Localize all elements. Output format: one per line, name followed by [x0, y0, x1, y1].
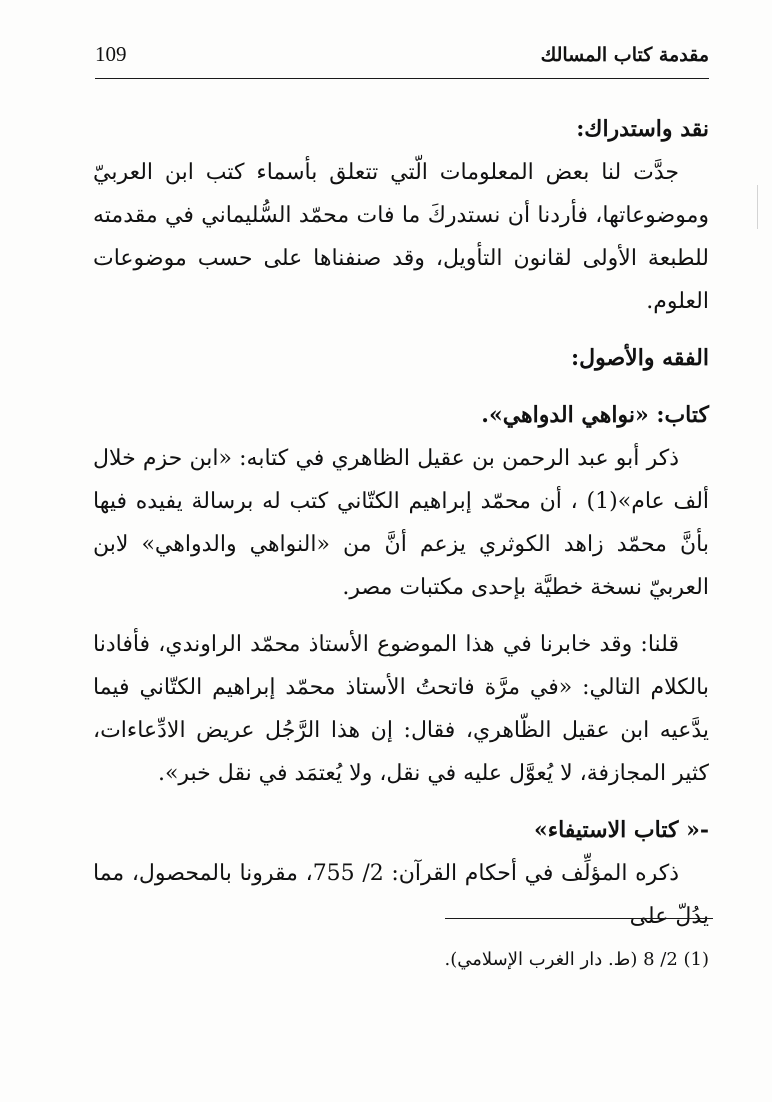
running-header — [95, 38, 709, 79]
book-title-istifa: -« كتاب الاستيفاء» — [533, 817, 709, 843]
page-number: 109 — [95, 42, 127, 66]
margin-mark — [757, 185, 766, 229]
book-title-nawahi: كتاب: «نواهي الدواهي». — [481, 402, 709, 428]
running-title: مقدمة كتاب المسالك — [540, 44, 709, 66]
spacer — [93, 609, 709, 623]
section-heading-critique: نقد واستدراك: — [576, 116, 709, 142]
footnote: (1) 2/ 8 (ط. دار الغرب الإسلامي). — [444, 949, 709, 970]
intro-paragraph: جدَّت لنا بعض المعلومات الّتي تتعلق بأسماء كتب ابن العربيّ وموضوعاتها، فأردنا أن نستدركَ ما فات محمّد السُّليماني في مقدمته للطبعة الأولى لقانون التأويل، وقد صنفناها على حسب موضوعات العلوم. — [93, 160, 709, 314]
page-body — [93, 100, 709, 938]
footnote-divider — [445, 918, 713, 919]
rawandi-paragraph: قلنا: وقد خابرنا في هذا الموضوع الأستاذ محمّد الراوندي، فأفادنا بالكلام التالي: «في مرَّة فاتحتُ الأستاذ محمّد إبراهيم الكتّاني فيما يدَّعيه ابن عقيل الظّاهري، فقال: إن هذا الرَّجُل عريض الادِّعاءات، كثير المجازفة، لا يُعوَّل عليه في نقل، ولا يُعتمَد في نقل خبر». — [93, 632, 709, 786]
section-heading-fiqh: الفقه والأصول: — [571, 345, 709, 371]
nawahi-paragraph: ذكر أبو عبد الرحمن بن عقيل الظاهري في كتابه: «ابن حزم خلال ألف عام»(1) ، أن محمّد إبراهيم الكتّاني كتب له برسالة يفيده فيها بأنَّ محمّد زاهد الكوثري يزعم أنَّ من «النواهي والدواهي» لابن العربيّ نسخة خطيَّة بإحدى مكتبات مصر. — [93, 446, 710, 600]
istifa-paragraph: ذكره المؤلِّف في أحكام القرآن: 2/ 755، مقرونا بالمحصول، مما يدُلّ على — [93, 861, 709, 929]
